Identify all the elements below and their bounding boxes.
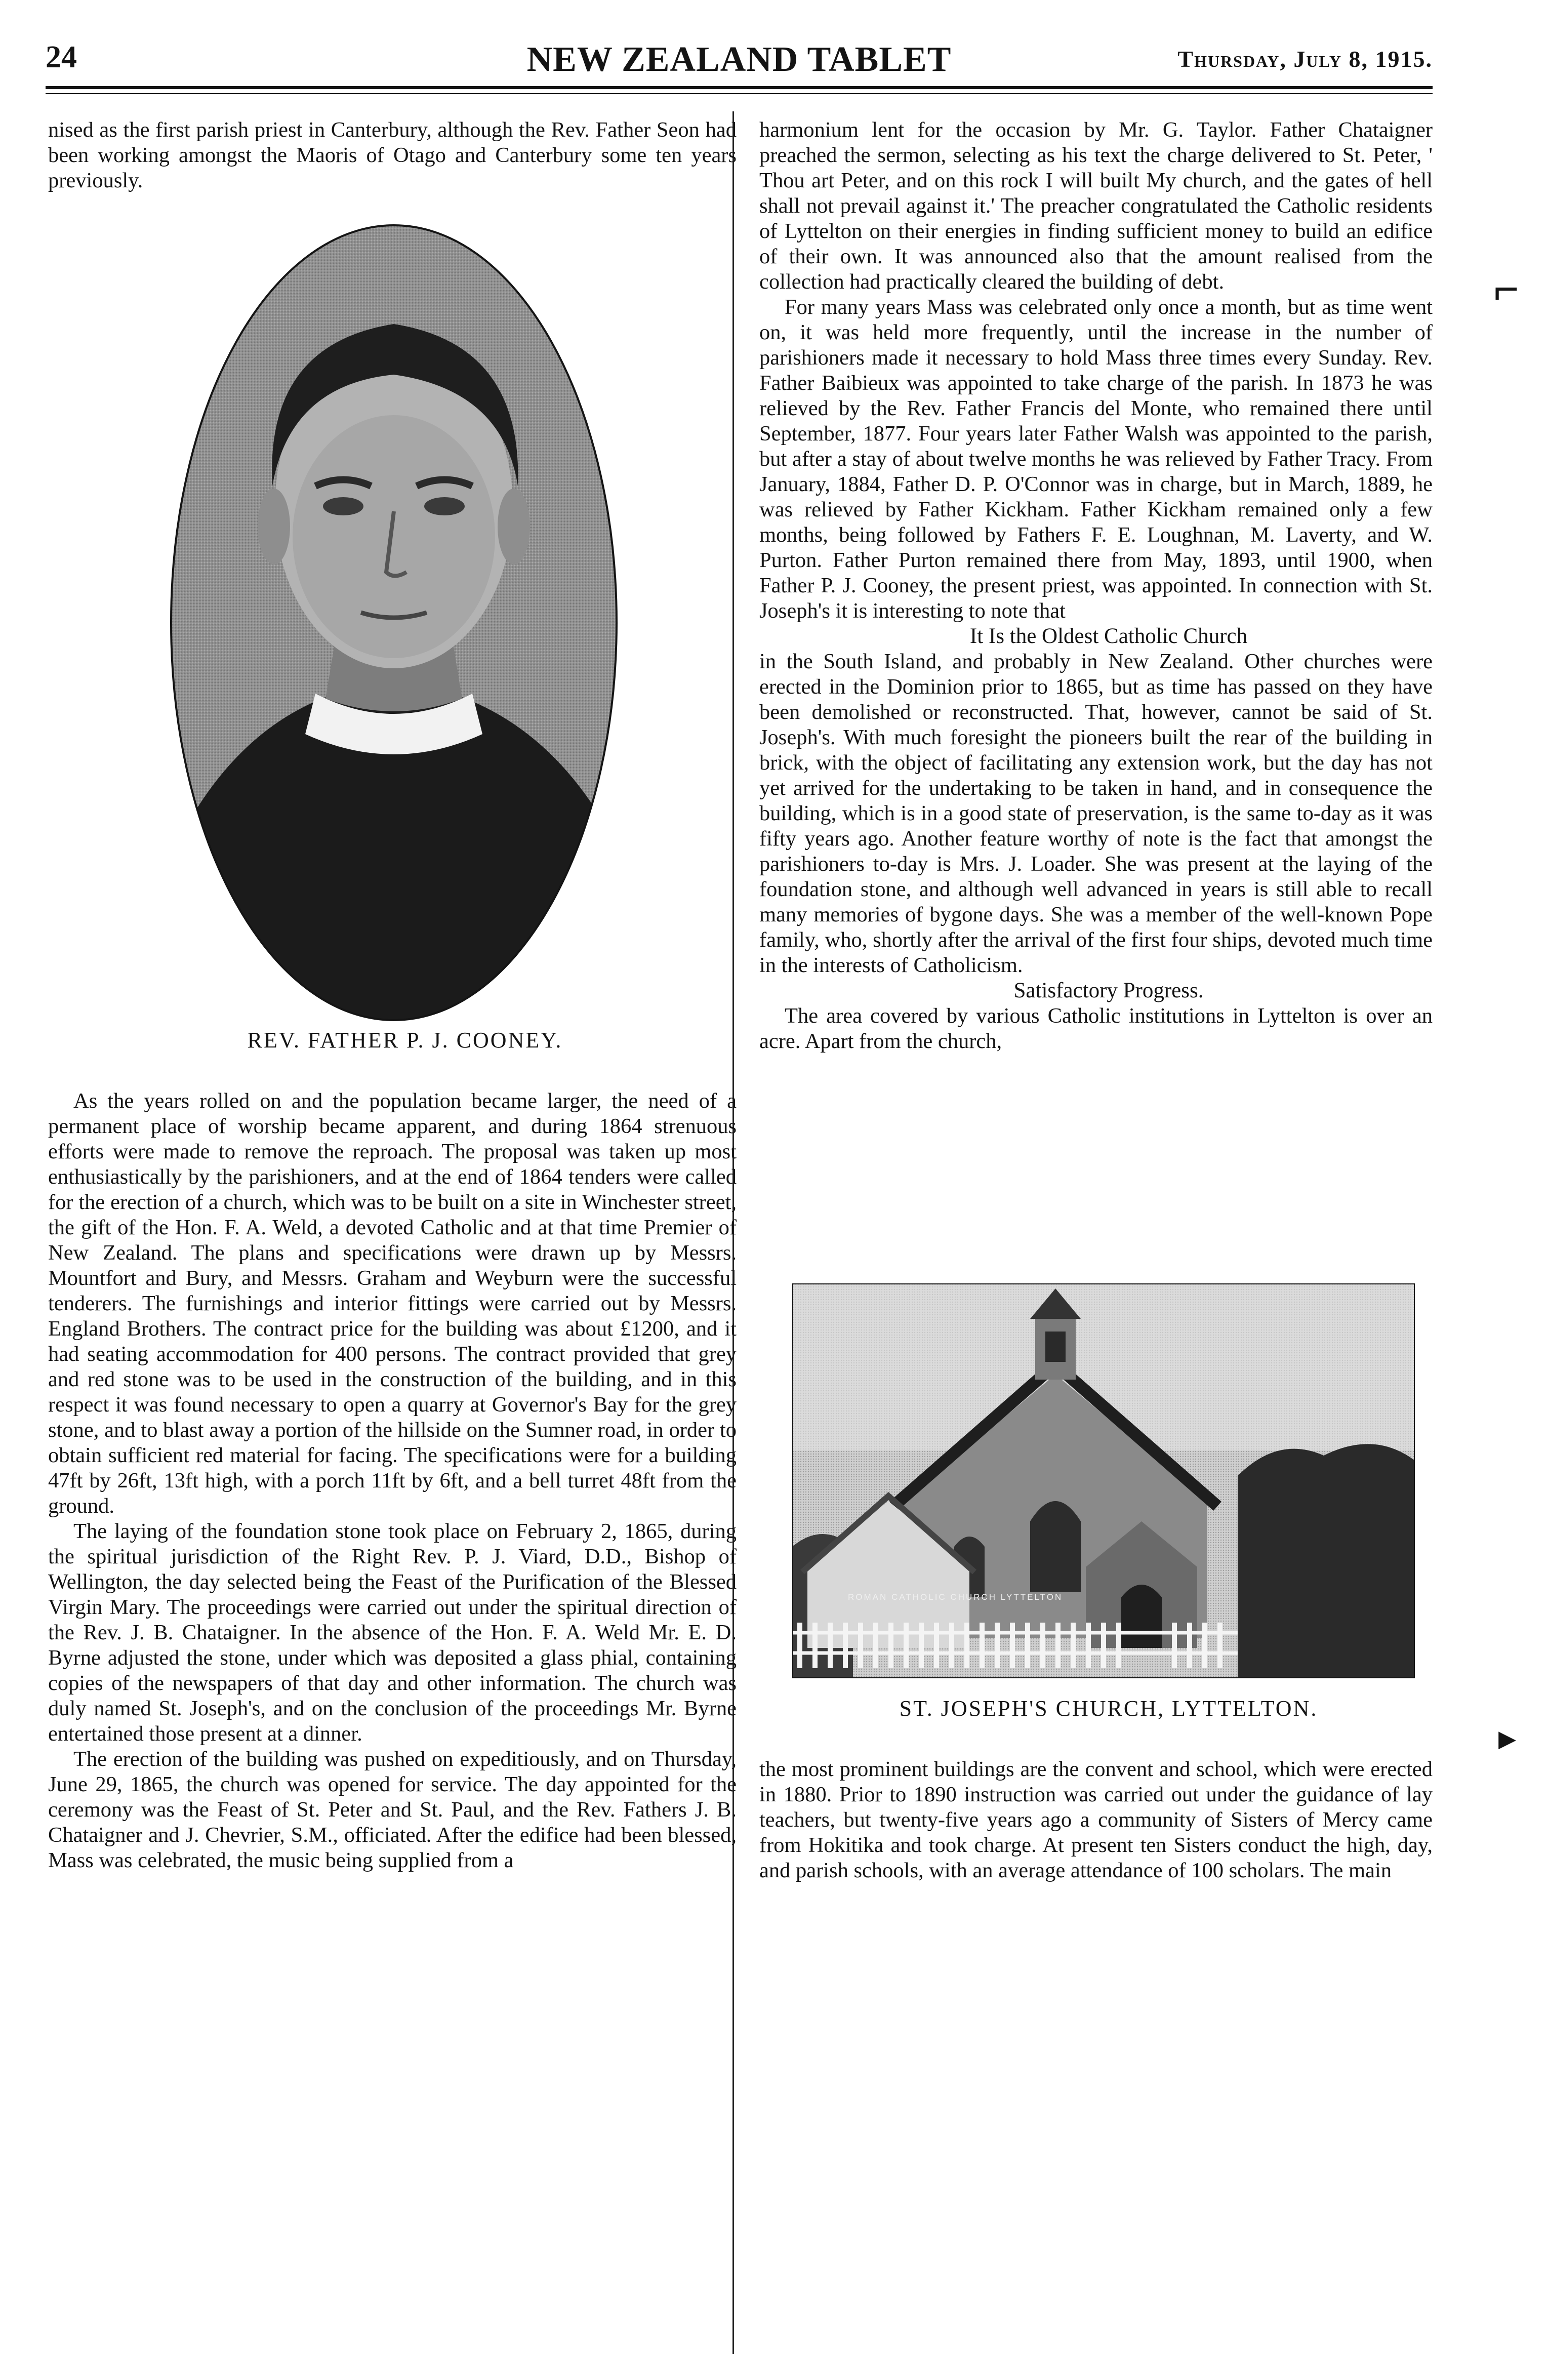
left-column-body bbox=[48, 1028, 737, 1873]
page-header bbox=[46, 39, 1433, 85]
article-paragraph: harmonium lent for the occasion by Mr. G. Taylor. Father Chataigner preached the sermon, selecting as his text the charge delivered to St. Peter, ' Thou art Peter, and on this rock I will built My church, and the gates of hell shall not prevail against it.' The preacher congratulated the Catholic residents of Lyttelton on their energies in finding sufficient money to build an edifice of their own. It was announced also that the amount realised from the collection had practically cleared the building of debt. bbox=[759, 118, 1433, 294]
church-caption: ST. JOSEPH'S CHURCH, LYTTELTON. bbox=[899, 1696, 1318, 1721]
newspaper-title: NEW ZEALAND TABLET bbox=[526, 40, 952, 79]
article-paragraph: The erection of the building was pushed on expeditiously, and on Thursday, June 29, 1865, the church was opened for service. The day appointed for the ceremony was the Feast of St. Peter and St. Paul, and the Rev. Fathers J. B. Chataigner and J. Chevrier, S.M., officiated. After the edifice had been blessed, Mass was celebrated, the music being supplied from a bbox=[48, 1747, 737, 1872]
left-column-top bbox=[48, 117, 737, 193]
section-subheading: It Is the Oldest Catholic Church bbox=[969, 624, 1248, 648]
church-photo bbox=[792, 1283, 1415, 1678]
article-paragraph: the most prominent buildings are the convent and school, which were erected in 1880. Prior to 1890 instruction was carried out under the guidance of lay teachers, but twenty-five years ago a community of Sisters of Mercy came from Hokitika and took charge. At present ten Sisters conduct the high, day, and parish schools, with an average attendance of 100 scholars. The main bbox=[759, 1757, 1433, 1882]
article-paragraph: For many years Mass was celebrated only once a month, but as time went on, it was held more frequently, until the increase in the number of parishioners made it necessary to hold Mass three times every Sunday. Rev. Father Baibieux was appointed to take charge of the parish. In 1873 he was relieved by the Rev. Father Francis del Monte, who remained there until September, 1877. Four years later Father Walsh was appointed to the parish, but after a stay of about twelve months he was relieved by Father Tracy. From January, 1884, Father D. P. O'Connor was in charge, but in March, 1889, he was relieved by Father Kickham. Father Kickham remained only a few months, being followed by Fathers F. E. Loughnan, M. Laverty, and W. Purton. Father Purton remained there from May, 1893, until 1900, when Father P. J. Cooney, the present priest, was appointed. In connection with St. Joseph's it is interesting to note that bbox=[759, 295, 1433, 623]
article-paragraph: in the South Island, and probably in New Zealand. Other churches were erected in the Dominion prior to 1865, but as time has passed on they have been demolished or reconstructed. That, however, cannot be said of St. Joseph's. With much foresight the pioneers built the rear of the building in brick, with the object of facilitating any extension work, but the day has not yet arrived for the undertaking to be taken in hand, and in consequence the building, which is in a good state of preservation, is the same to-day as it was fifty years ago. Another feature worthy of note is the fact that amongst the parishioners to-day is Mrs. J. Loader. She was present at the laying of the foundation stone, and although well advanced in years is still able to recall many memories of bygone days. She was a member of the well-known Pope family, who, shortly after the arrival of the first four ships, devoted much time in the interests of Catholicism. bbox=[759, 650, 1433, 977]
portrait-caption: REV. FATHER P. J. COONEY. bbox=[247, 1028, 563, 1053]
right-column-bottom bbox=[759, 1696, 1433, 1883]
margin-mark: ⌐ bbox=[1493, 264, 1520, 314]
article-paragraph: nised as the first parish priest in Canterbury, although the Rev. Father Seon had been working amongst the Maoris of Otago and Canterbury some ten years previously. bbox=[48, 118, 737, 192]
photo-inscription: ROMAN CATHOLIC CHURCH LYTTELTON bbox=[848, 1592, 1063, 1602]
section-subheading: Satisfactory Progress. bbox=[1013, 979, 1204, 1002]
article-paragraph: The area covered by various Catholic institutions in Lyttelton is over an acre. Apart from the church, bbox=[759, 1004, 1433, 1053]
portrait-photo bbox=[169, 223, 619, 1023]
margin-arrow-mark: ▸ bbox=[1498, 1719, 1517, 1758]
article-paragraph: As the years rolled on and the population became larger, the need of a permanent place of worship became apparent, and during 1864 strenuous efforts were made to remove the reproach. The proposal was taken up most enthusiastically by the parishioners, and at the end of 1864 tenders were called for the erection of a church, which was to be built on a site in Winchester street, the gift of the Hon. F. A. Weld, a devoted Catholic and at that time Premier of New Zealand. The plans and specifications were drawn up by Messrs. Mountfort and Bury, and Messrs. Graham and Weyburn were the successful tenderers. The furnishings and interior fittings were carried out by Messrs. England Brothers. The contract price for the building was about £1200, and it had seating accommodation for 400 persons. The contract provided that grey and red stone was to be used in the construction of the building, and in this respect it was found necessary to open a quarry at Governor's Bay for the grey stone, and to blast away a portion of the hillside on the Sumner road, in order to obtain sufficient red material for facing. The specifications were for a building 47ft by 26ft, 13ft high, with a porch 11ft by 6ft, and a bell turret 48ft from the ground. bbox=[48, 1089, 737, 1518]
header-rule-thin bbox=[46, 93, 1433, 94]
page-number: 24 bbox=[46, 40, 77, 74]
issue-date: Thursday, July 8, 1915. bbox=[1177, 46, 1433, 72]
article-paragraph: The laying of the foundation stone took place on February 2, 1865, during the spiritual jurisdiction of the Right Rev. P. J. Viard, D.D., Bishop of Wellington, the day selected being the Feast of the Purification of the Blessed Virgin Mary. The proceedings were carried out under the spiritual direction of the Rev. J. B. Chataigner. In the absence of the Hon. F. A. Weld Mr. E. D. Byrne adjusted the stone, under which was deposited a glass phial, containing copies of the newspapers of that day and other information. The church was duly named St. Joseph's, and on the conclusion of the proceedings Mr. Byrne entertained those present at a dinner. bbox=[48, 1519, 737, 1746]
church-image bbox=[792, 1283, 1415, 1678]
portrait-image bbox=[169, 223, 619, 1023]
right-column-top bbox=[759, 117, 1433, 1054]
header-rule-thick bbox=[46, 86, 1433, 89]
